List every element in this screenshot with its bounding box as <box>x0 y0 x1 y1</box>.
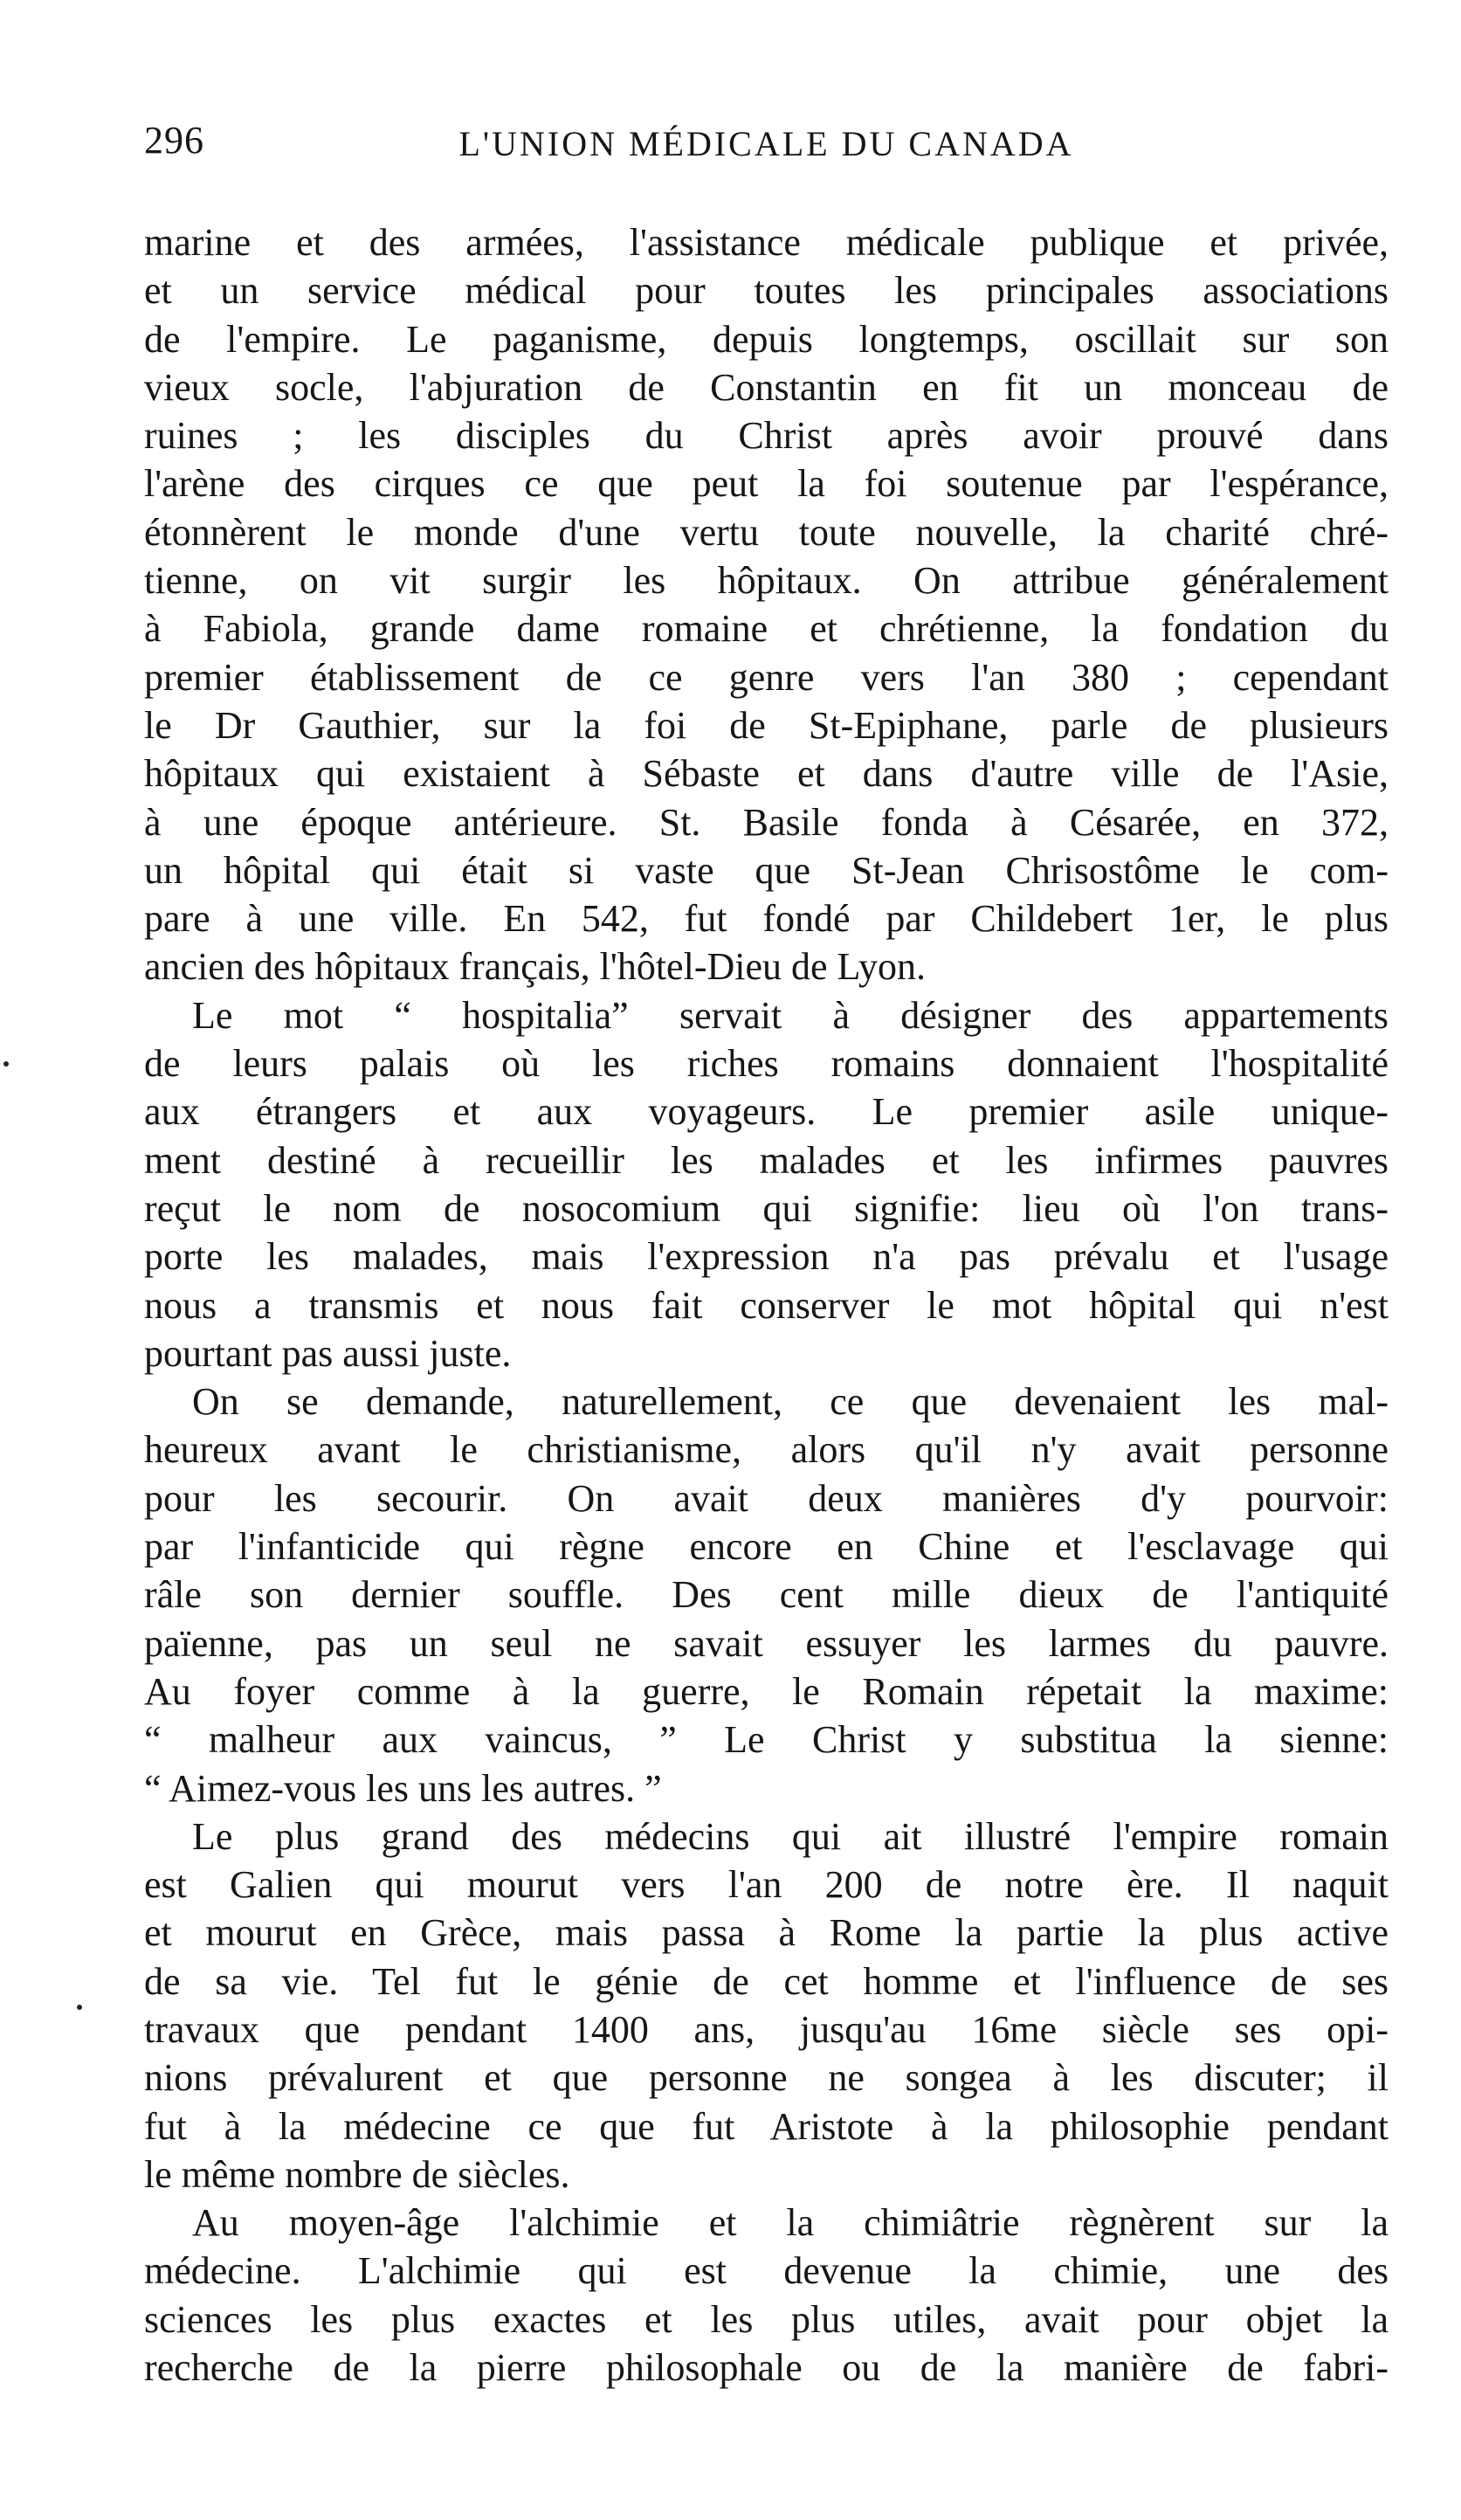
body-text <box>144 218 1389 2392</box>
text-line: fut à la médecine ce que fut Aristote à la philosophie pendant <box>144 2104 1389 2148</box>
text-line: hôpitaux qui existaient à Sébaste et dans d'autre ville de l'Asie, <box>144 752 1389 796</box>
text-line: premier établissement de ce genre vers l'an 380 ; cependant <box>144 655 1389 699</box>
book-page <box>144 118 1389 2392</box>
paragraph <box>144 1812 1389 2199</box>
text-line: Le plus grand des médecins qui ait illustré l'empire romain <box>192 1814 1389 1858</box>
text-line: étonnèrent le monde d'une vertu toute nouvelle, la charité chré- <box>144 510 1389 554</box>
paragraph <box>144 218 1389 991</box>
text-line: le Dr Gauthier, sur la foi de St-Epiphane, parle de plusieurs <box>144 703 1389 747</box>
text-line: ruines ; les disciples du Christ après avoir prouvé dans <box>144 414 1389 458</box>
text-line: râle son dernier souffle. Des cent mille dieux de l'antiquité <box>144 1573 1389 1617</box>
text-line: travaux que pendant 1400 ans, jusqu'au 16me siècle ses opi- <box>144 2007 1389 2051</box>
text-line: vieux socle, l'abjuration de Constantin en fit un monceau de <box>144 365 1389 409</box>
text-line: “ malheur aux vaincus, ” Le Christ y substitua la sienne: <box>144 1718 1389 1762</box>
text-line: médecine. L'alchimie qui est devenue la chimie, une des <box>144 2249 1389 2293</box>
text-line: sciences les plus exactes et les plus utiles, avait pour objet la <box>144 2297 1389 2341</box>
paragraph <box>144 1377 1389 1812</box>
text-line: de l'empire. Le paganisme, depuis longtemps, oscillait sur son <box>144 317 1389 361</box>
text-line: pare à une ville. En 542, fut fondé par Childebert 1er, le plus <box>144 897 1389 941</box>
text-line: nions prévalurent et que personne ne songea à les discuter; il <box>144 2056 1389 2100</box>
text-line: reçut le nom de nosocomium qui signifie: lieu où l'on trans- <box>144 1186 1389 1230</box>
text-line: de leurs palais où les riches romains donnaient l'hospitalité <box>144 1042 1389 1086</box>
text-line: heureux avant le christianisme, alors qu'il n'y avait personne <box>144 1428 1389 1472</box>
text-line: ancien des hôpitaux français, l'hôtel-Dieu de Lyon. <box>144 945 926 989</box>
text-line: est Galien qui mourut vers l'an 200 de notre ère. Il naquit <box>144 1863 1389 1907</box>
text-line: aux étrangers et aux voyageurs. Le premier asile unique- <box>144 1090 1389 1134</box>
margin-dot <box>3 1061 9 1067</box>
text-line: à Fabiola, grande dame romaine et chrétienne, la fondation du <box>144 607 1389 651</box>
text-line: On se demande, naturellement, ce que devenaient les mal- <box>192 1380 1389 1424</box>
text-line: porte les malades, mais l'expression n'a pas prévalu et l'usage <box>144 1235 1389 1279</box>
running-head <box>144 118 1389 170</box>
page-number: 296 <box>144 119 204 162</box>
text-line: ment destiné à recueillir les malades et les infirmes pauvres <box>144 1138 1389 1182</box>
text-line: tienne, on vit surgir les hôpitaux. On attribue généralement <box>144 559 1389 603</box>
margin-dot <box>77 2005 82 2010</box>
text-line: et un service médical pour toutes les principales associations <box>144 269 1389 313</box>
text-line: “ Aimez-vous les uns les autres. ” <box>144 1766 662 1810</box>
text-line: recherche de la pierre philosophale ou de la manière de fabri- <box>144 2346 1389 2390</box>
journal-title: L'UNION MÉDICALE DU CANADA <box>458 124 1074 163</box>
text-line: un hôpital qui était si vaste que St-Jean Chrisostôme le com- <box>144 848 1389 892</box>
text-line: marine et des armées, l'assistance médicale publique et privée, <box>144 221 1389 264</box>
text-line: par l'infanticide qui règne encore en Chine et l'esclavage qui <box>144 1525 1389 1569</box>
text-line: le même nombre de siècles. <box>144 2152 570 2196</box>
text-line: de sa vie. Tel fut le génie de cet homme et l'influence de ses <box>144 1959 1389 2003</box>
text-line: pour les secourir. On avait deux manières d'y pourvoir: <box>144 1476 1389 1520</box>
text-line: pourtant pas aussi juste. <box>144 1331 512 1375</box>
text-line: païenne, pas un seul ne savait essuyer les larmes du pauvre. <box>144 1621 1389 1665</box>
paragraph <box>144 2199 1389 2392</box>
text-line: Le mot “ hospitalia” servait à désigner des appartements <box>192 993 1389 1037</box>
paragraph <box>144 991 1389 1377</box>
text-line: l'arène des cirques ce que peut la foi soutenue par l'espérance, <box>144 462 1389 506</box>
text-line: à une époque antérieure. St. Basile fonda à Césarée, en 372, <box>144 800 1389 844</box>
text-line: et mourut en Grèce, mais passa à Rome la partie la plus active <box>144 1911 1389 1955</box>
text-line: Au foyer comme à la guerre, le Romain répetait la maxime: <box>144 1669 1389 1713</box>
text-line: Au moyen-âge l'alchimie et la chimiâtrie règnèrent sur la <box>192 2201 1389 2245</box>
text-line: nous a transmis et nous fait conserver le mot hôpital qui n'est <box>144 1283 1389 1327</box>
